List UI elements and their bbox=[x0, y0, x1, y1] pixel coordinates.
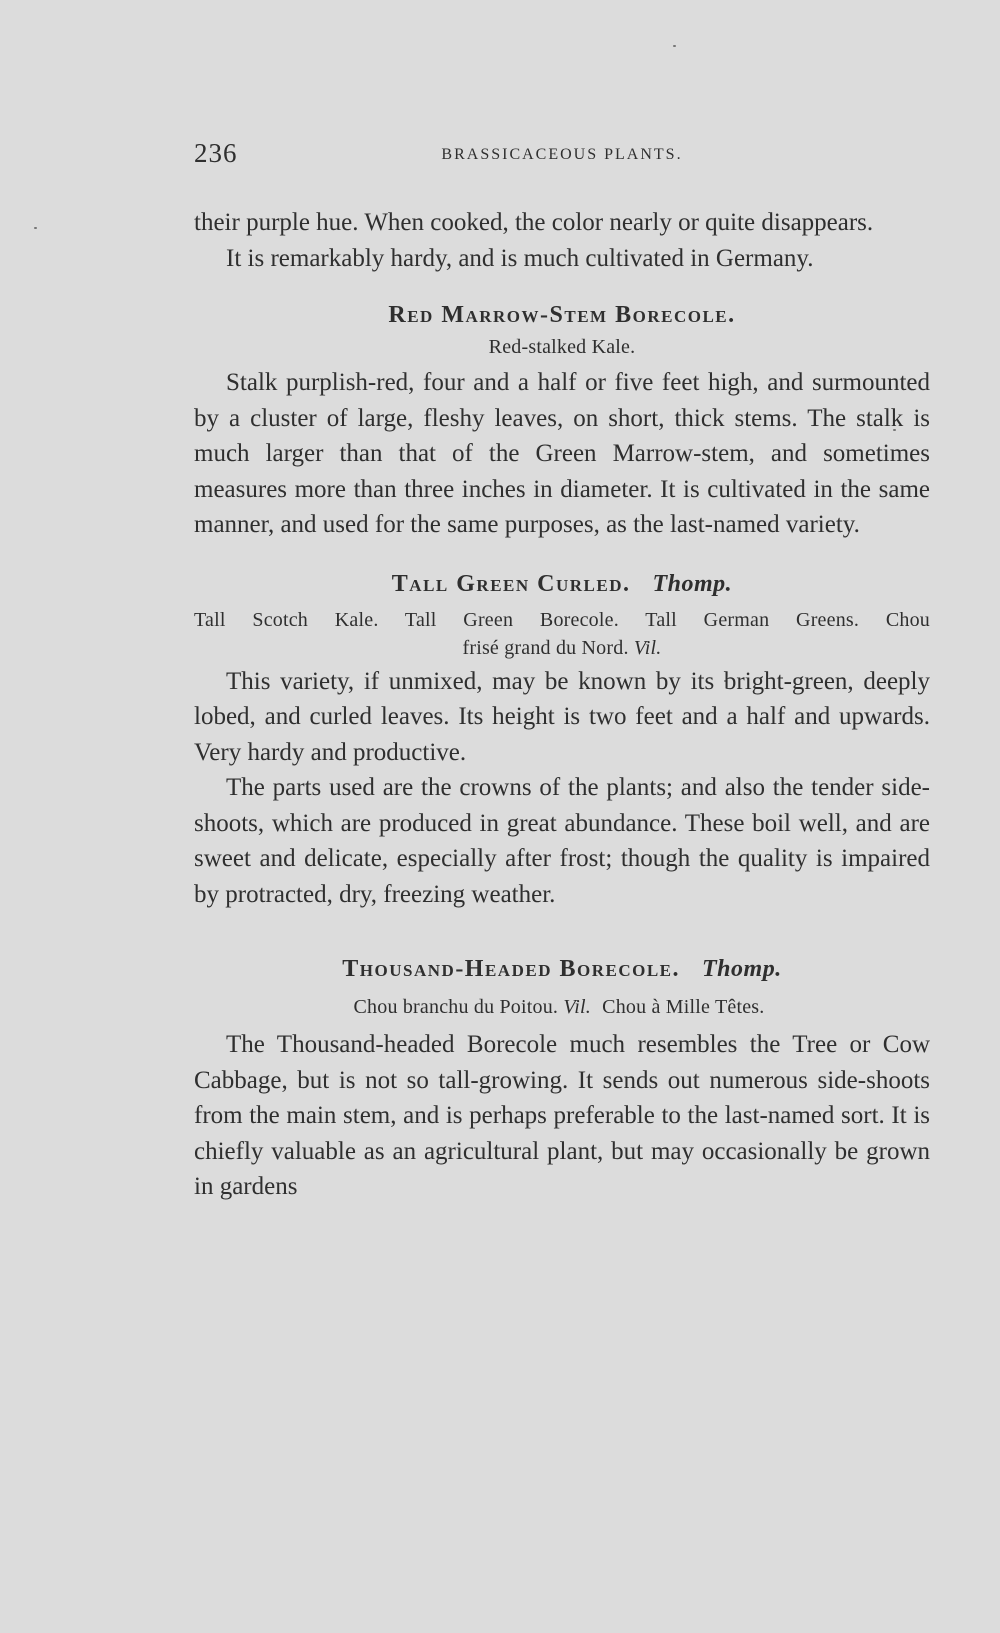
running-head: BRASSICACEOUS PLANTS. bbox=[441, 146, 683, 163]
author-abbrev: Thomp. bbox=[702, 956, 782, 982]
synonym-author: Vil. bbox=[563, 996, 591, 1018]
title-text: Red Marrow-Stem Borecole. bbox=[388, 302, 736, 328]
synonym-2: Chou à Mille Têtes. bbox=[602, 996, 765, 1018]
synonym-author: Vil. bbox=[633, 636, 662, 659]
intro-paragraph-1: their purple hue. When cooked, the color nearly or quite disappears. bbox=[194, 209, 874, 236]
synonym-1: Chou branchu du Poitou. bbox=[353, 996, 559, 1018]
thousand-headed-paragraph: The Thousand-headed Borecole much resembles the Tree or Cow Cabbage, but is not so tall-growing. It sends out numerous side-shoots from the main stem, and is perhaps preferable to the last-named sort. It is chiefly valuable as an agricultural plant, but may occasionally be grown in gardens bbox=[194, 1031, 930, 1200]
title-text: Thousand-Headed Borecole. bbox=[342, 956, 681, 982]
tall-green-paragraph-2: The parts used are the crowns of the plants; and also the tender side-shoots, which are produced in great abundance. These boil well, and are sweet and delicate, especially after frost; though the quality is impaired by protracted, dry, freezing weather. bbox=[194, 774, 930, 908]
synonym-text: frisé grand du Nord. bbox=[462, 636, 629, 659]
synonyms-tall-green-line-2 bbox=[194, 634, 930, 662]
red-marrow-paragraph: Stalk purplish-red, four and a half or five feet high, and surmounted by a cluster of large, fleshy leaves, on short, thick stems. The stalk is much larger than that of the Green Marrow-stem, and sometimes measures more than three inches in diameter. It is cultivated in the same manner, and used for the same purposes, as the last-named variety. bbox=[194, 369, 930, 538]
synonyms-tall-green-line-1: Tall Scotch Kale. Tall Green Borecole. Tall German Greens. Chou bbox=[194, 608, 930, 631]
synonyms-thousand-headed bbox=[194, 993, 930, 1021]
tall-green-paragraph-1: This variety, if unmixed, may be known by its bright-green, deeply lobed, and curled leaves. Its height is two feet and a half and upwards. Very hardy and productive. bbox=[194, 667, 930, 766]
page-body bbox=[194, 205, 930, 1205]
synonym-red-marrow: Red-stalked Kale. bbox=[488, 336, 636, 358]
paper-speck bbox=[673, 45, 676, 47]
author-abbrev: Thomp. bbox=[652, 570, 733, 597]
paper-speck bbox=[34, 227, 37, 229]
section-title-tall-green bbox=[194, 571, 930, 598]
title-text: Tall Green Curled. bbox=[391, 570, 631, 597]
section-title-red-marrow bbox=[194, 302, 930, 329]
page-header bbox=[194, 138, 930, 178]
page-number: 236 bbox=[194, 138, 238, 168]
intro-paragraph-2: It is remarkably hardy, and is much cultivated in Germany. bbox=[226, 244, 814, 272]
section-title-thousand-headed bbox=[194, 956, 930, 983]
